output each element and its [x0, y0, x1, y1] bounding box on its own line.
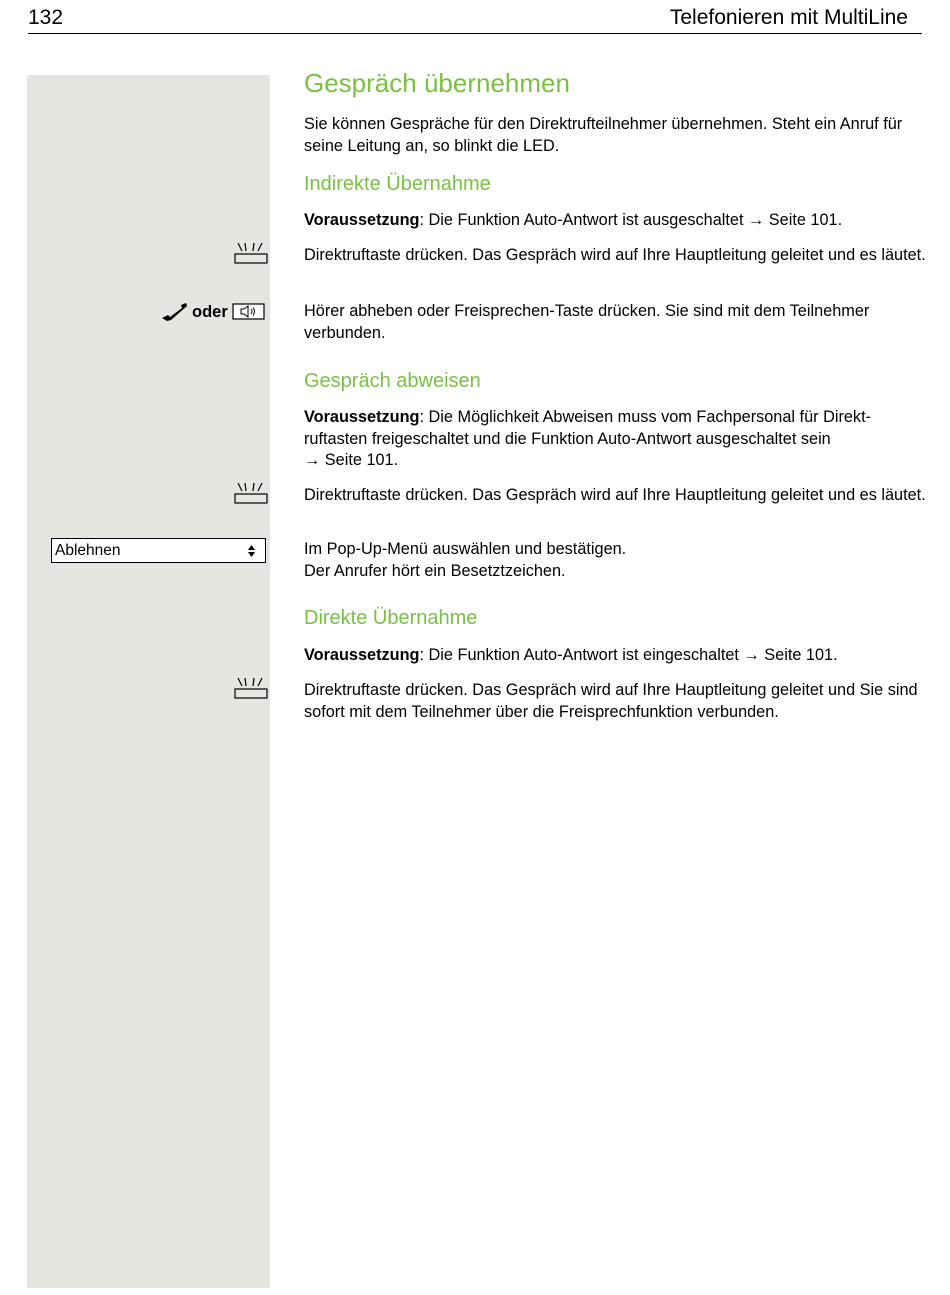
indirect-step-handset: Hörer abheben oder Freisprechen-Taste drücken. Sie sind mit dem Teilnehmer verbunden.: [304, 302, 870, 342]
prerequisite-text-3: → Seite 101.: [304, 451, 399, 469]
chapter-title: Telefonieren mit MultiLine: [669, 6, 908, 29]
prerequisite-text: : Die Möglichkeit Abweisen muss vom Fachpersonal für Direkt-: [419, 408, 872, 426]
prerequisite-label: Voraussetzung: [304, 211, 420, 229]
up-down-arrows-icon: [247, 544, 256, 558]
reject-step-popup: [304, 539, 926, 582]
prerequisite-label: Voraussetzung: [304, 646, 420, 664]
popup-menu-reject[interactable]: [51, 538, 266, 563]
prerequisite-text: : Die Funktion Auto-Antwort ist eingeschaltet → Seite 101.: [419, 646, 838, 664]
intro-paragraph: Sie können Gespräche für den Direktrufteilnehmer übernehmen. Steht ein Anruf für seine Leitung an, so blinkt die LED.: [304, 115, 903, 155]
direct-heading: Direkte Übernahme: [304, 607, 478, 629]
indirect-step-key: Direktruftaste drücken. Das Gespräch wird auf Ihre Hauptleitung geleitet und es läutet.: [304, 246, 926, 264]
handset-or-speaker-icons: [160, 301, 265, 323]
direct-call-key-icon: [234, 677, 268, 701]
prerequisite-text: : Die Funktion Auto-Antwort ist ausgeschaltet → Seite 101.: [419, 211, 843, 229]
direct-prerequisite: [304, 645, 926, 667]
direct-step-key: Direktruftaste drücken. Das Gespräch wird auf Ihre Hauptleitung geleitet und Sie sind sofort mit dem Teilnehmer über die Freisprechfunktion verbunden.: [304, 681, 918, 721]
prerequisite-text-2: ruftasten freigeschaltet und die Funktion Auto-Antwort ausgeschaltet sein: [304, 429, 831, 448]
section-title: Gespräch übernehmen: [304, 68, 570, 98]
indirect-heading: Indirekte Übernahme: [304, 173, 491, 195]
handset-icon: [160, 302, 188, 322]
direct-call-key-icon: [234, 482, 268, 506]
direct-call-key-icon: [234, 242, 268, 266]
or-label: oder: [192, 302, 228, 321]
popup-step-line-2: Der Anrufer hört ein Besetztzeichen.: [304, 561, 566, 580]
page-number: 132: [28, 6, 64, 29]
indirect-prerequisite: [304, 210, 926, 232]
popup-option-label: Ablehnen: [55, 542, 121, 559]
prerequisite-label: Voraussetzung: [304, 408, 420, 426]
popup-step-line-1: Im Pop-Up-Menü auswählen und bestätigen.: [304, 540, 627, 558]
header-divider: [28, 33, 922, 34]
reject-prerequisite: [304, 407, 926, 472]
reject-step-key: Direktruftaste drücken. Das Gespräch wird auf Ihre Hauptleitung geleitet und es läutet.: [304, 486, 926, 504]
speaker-key-icon: [232, 303, 265, 321]
reject-heading: Gespräch abweisen: [304, 370, 481, 392]
